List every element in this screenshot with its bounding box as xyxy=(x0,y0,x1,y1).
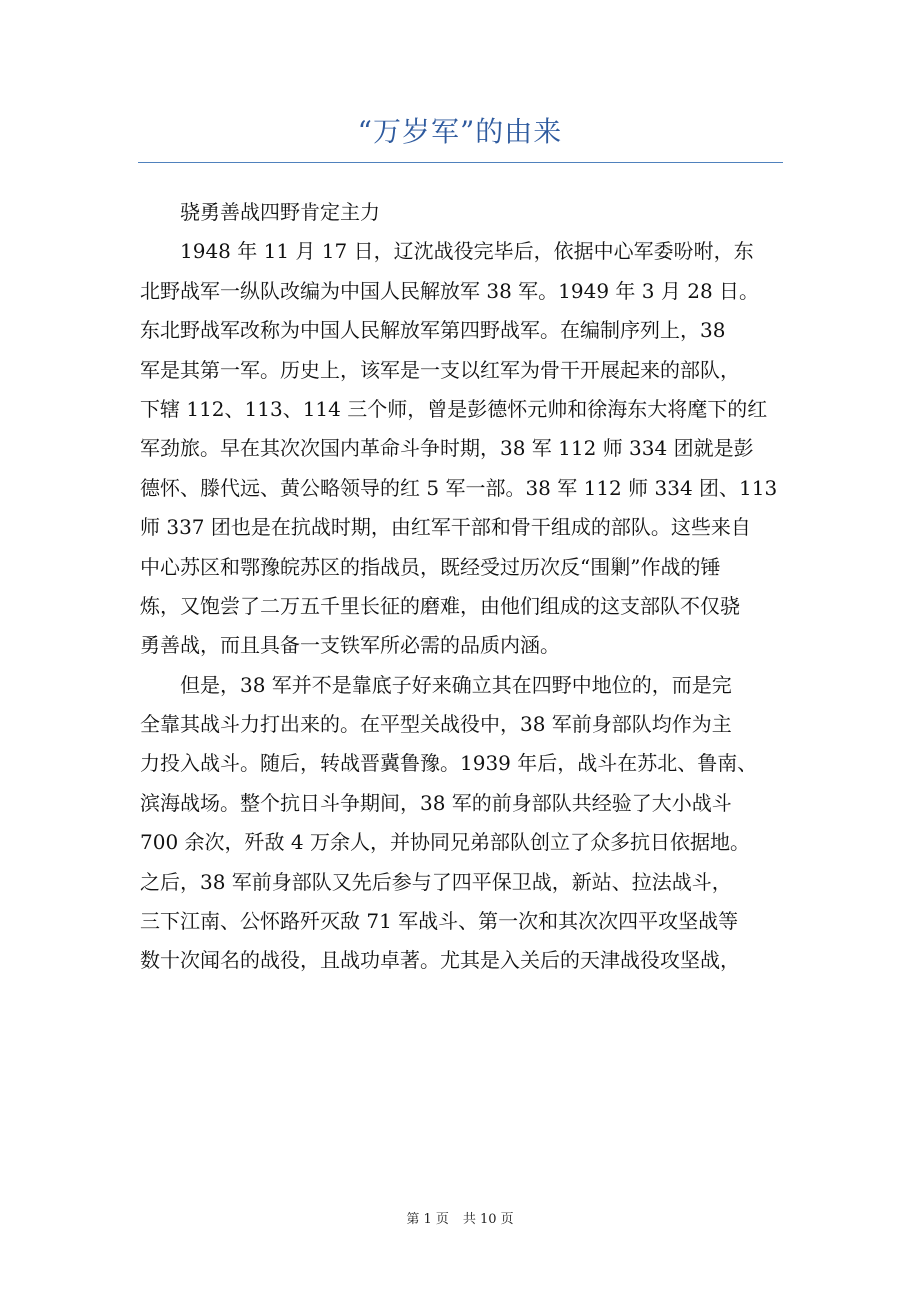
paragraph-line: 之后，38 军前身部队又先后参与了四平保卫战，新站、拉法战斗， xyxy=(140,869,732,894)
paragraph-line: 数十次闻名的战役，且战功卓著。尤其是入关后的天津战役攻坚战， xyxy=(140,948,740,973)
paragraph-line: 700 余次，歼敌 4 万余人，并协同兄弟部队创立了众多抗日依据地。 xyxy=(140,830,750,855)
paragraph-line: 骁勇善战四野肯定主力 xyxy=(180,200,380,224)
paragraph-line: 军劲旅。早在其次次国内革命斗争时期，38 军 112 师 334 团就是彭 xyxy=(140,436,754,461)
page-footer xyxy=(0,1208,920,1227)
paragraph-line: 1948 年 11 月 17 日，辽沈战役完毕后，依据中心军委吩咐，东 xyxy=(180,239,754,264)
paragraph-line: 炼，又饱尝了二万五千里长征的磨难，由他们组成的这支部队不仅骁 xyxy=(140,593,740,618)
page-total: 共 10 页 xyxy=(462,1212,514,1227)
paragraph-line: 但是，38 军并不是靠底子好来确立其在四野中地位的，而是完 xyxy=(180,672,732,697)
paragraph-line: 师 337 团也是在抗战时期，由红军干部和骨干组成的部队。这些来自 xyxy=(140,515,751,540)
paragraph-line: 中心苏区和鄂豫皖苏区的指战员，既经受过历次反“围剿”作战的锤 xyxy=(140,554,721,579)
page-number: 第 1 页 xyxy=(406,1212,449,1227)
body-text xyxy=(140,193,792,981)
paragraph-line: 滨海战场。整个抗日斗争期间，38 军的前身部队共经验了大小战斗 xyxy=(140,790,732,815)
paragraph-line: 下辖 112、113、114 三个师，曾是彭德怀元帅和徐海东大将麾下的红 xyxy=(140,396,768,421)
page-title: “万岁军”的由来 xyxy=(357,115,563,148)
title-underline xyxy=(138,162,783,163)
paragraph-line: 军是其第一军。历史上，该军是一支以红军为骨干开展起来的部队， xyxy=(140,357,740,382)
paragraph-line: 勇善战，而且具备一支铁军所必需的品质内涵。 xyxy=(140,633,560,658)
paragraph-line: 东北野战军改称为中国人民解放军第四野战军。在编制序列上，38 xyxy=(140,318,726,343)
paragraph-line: 三下江南、公怀路歼灭敌 71 军战斗、第一次和其次次四平攻坚战等 xyxy=(140,909,739,934)
paragraph-line: 德怀、滕代远、黄公略领导的红 5 军一部。38 军 112 师 334 团、113 xyxy=(140,475,778,500)
paragraph-line: 全靠其战斗力打出来的。在平型关战役中，38 军前身部队均作为主 xyxy=(140,712,732,737)
paragraph-line: 北野战军一纵队改编为中国人民解放军 38 军。1949 年 3 月 28 日。 xyxy=(140,278,760,303)
paragraph-line: 力投入战斗。随后，转战晋冀鲁豫。1939 年后，战斗在苏北、鲁南、 xyxy=(140,751,758,776)
